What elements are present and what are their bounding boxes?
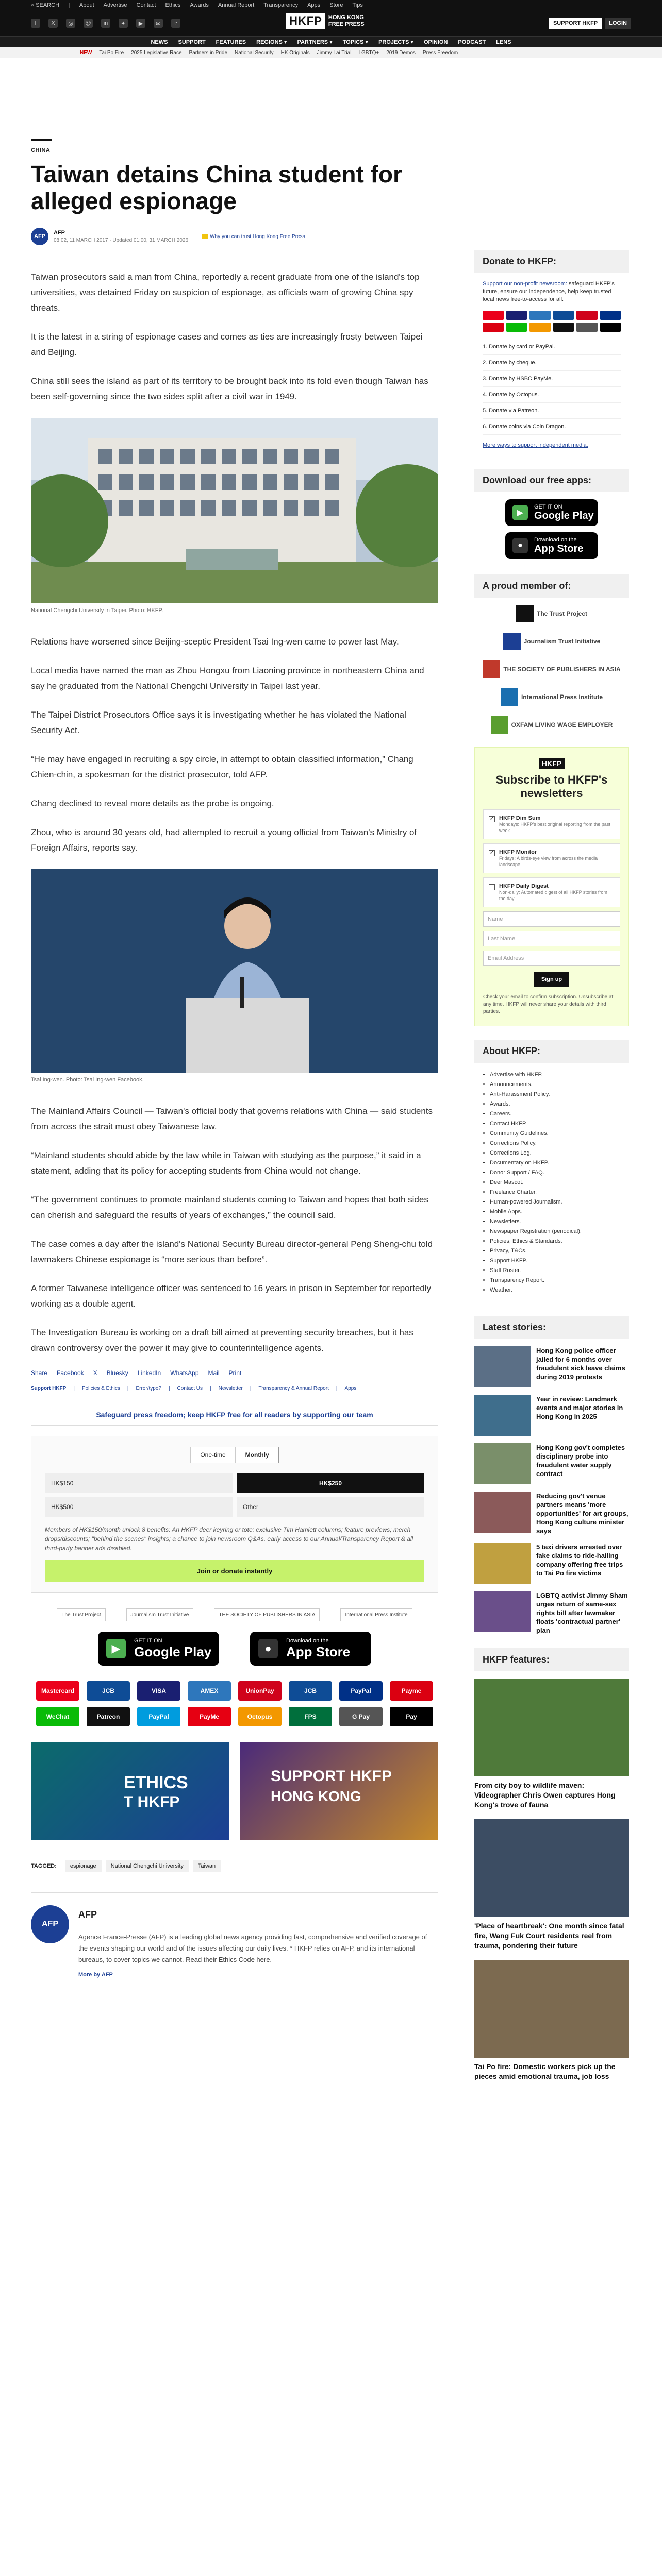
subnav-item[interactable]: Jimmy Lai Trial: [317, 49, 352, 56]
about-link[interactable]: • Careers.: [490, 1109, 629, 1119]
apple-icon: ●: [512, 538, 528, 553]
about-heading: About HKFP:: [474, 1040, 629, 1063]
top-link[interactable]: Ethics: [165, 2, 181, 8]
article: [31, 139, 438, 1978]
author-name[interactable]: AFP: [78, 1909, 97, 1920]
jcb-icon[interactable]: JCB: [289, 1681, 332, 1701]
donate-option[interactable]: 4. Donate by Octopus.: [483, 387, 621, 403]
feature-thumbnail[interactable]: [474, 1819, 629, 1917]
tag[interactable]: National Chengchi University: [106, 1860, 189, 1872]
logo-box: HKFP: [286, 13, 325, 29]
unionpay-icon[interactable]: UnionPay: [238, 1681, 282, 1701]
subnav-item[interactable]: HK Originals: [280, 49, 310, 56]
subnav-item[interactable]: LGBTQ+: [358, 49, 379, 56]
paragraph: Local media have named the man as Zhou Hongxu from Liaoning province in northeastern China and say he graduated from the National Chengchi University in Taipei last year.: [31, 666, 424, 691]
footer-link[interactable]: Transparency & Annual Report: [258, 1386, 329, 1392]
about-list: [474, 1070, 629, 1295]
paragraph: Chang declined to reveal more details as the probe is ongoing.: [31, 799, 274, 808]
paragraph: The Investigation Bureau is working on a draft bill aimed at preventing security breaches, but it has drawn controversy over the power it may give to counterintelligence agents.: [31, 1328, 413, 1353]
octopus-icon[interactable]: Octopus: [238, 1707, 282, 1726]
patreon-icon[interactable]: Patreon: [87, 1707, 130, 1726]
sub-nav: [0, 47, 662, 58]
bluesky-icon[interactable]: ✦: [119, 19, 128, 28]
share-whatsapp[interactable]: WhatsApp: [170, 1369, 199, 1377]
share-label[interactable]: Share: [31, 1369, 48, 1377]
rss-icon[interactable]: ◔: [171, 19, 180, 28]
about-link[interactable]: • Staff Roster.: [490, 1266, 629, 1276]
donate-option[interactable]: 1. Donate by card or PayPal.: [483, 339, 621, 355]
story-thumbnail[interactable]: [474, 1443, 531, 1484]
feature-headline[interactable]: 'Place of heartbreak': One month since fatal fire, Wang Fuk Court residents reel from trauma, pondering their future: [474, 1922, 624, 1950]
tsai-photo: [31, 869, 438, 1073]
top-link[interactable]: Awards: [190, 2, 209, 8]
top-link[interactable]: Store: [329, 2, 343, 8]
about-link[interactable]: • Announcements.: [490, 1080, 629, 1090]
subnav-item[interactable]: Tai Po Fire: [99, 49, 124, 56]
about-link[interactable]: • Awards.: [490, 1099, 629, 1109]
nav-item[interactable]: FEATURES: [216, 39, 246, 45]
checkbox-checked-icon[interactable]: ✓: [489, 816, 494, 822]
x-icon[interactable]: X: [48, 19, 58, 28]
paragraph: Taiwan prosecutors said a man from China, reportedly a recent graduate from one of the island's top universities, was detained Friday on suspicion of espionage, as officials warn of growing China spy threats.: [31, 272, 420, 313]
more-ways-link[interactable]: More ways to support independent media.: [483, 442, 588, 448]
visa-icon[interactable]: VISA: [137, 1681, 180, 1701]
google-play-icon: ▶: [106, 1639, 126, 1658]
support-button[interactable]: SUPPORT HKFP: [549, 18, 602, 29]
site-logo[interactable]: [286, 13, 375, 29]
feature-story[interactable]: [474, 1960, 629, 2081]
mastercard-icon: [483, 311, 504, 320]
story-headline[interactable]: Reducing gov't venue partners means 'more opportunities' for art groups, Hong Kong culture minister says: [536, 1492, 628, 1535]
threads-icon[interactable]: @: [84, 19, 93, 28]
trust-link[interactable]: Why you can trust Hong Kong Free Press: [202, 234, 305, 240]
author-bio: Agence France-Presse (AFP) is a leading global news agency providing fast, comprehensive and verified coverage of the events shaping our world and of the issues affecting our daily lives. * HKFP relies on AFP, and its international bureaus, to cover topics we cannot. Read their Ethics Code here.: [78, 1933, 427, 1963]
paragraph: A former Taiwanese intelligence officer was sentenced to 16 years in prison in September for reportedly working as a double agent.: [31, 1283, 432, 1309]
paragraph: “Mainland students should abide by the law while in Taiwan with studying as the purpose,” it said in a statement, adding that its policy for accepting students from China would not change.: [31, 1150, 421, 1176]
payme-icon[interactable]: PayMe: [188, 1707, 231, 1726]
subnav-item[interactable]: National Security: [235, 49, 274, 56]
footer-link[interactable]: Support HKFP: [31, 1386, 67, 1392]
google-play-icon: ▶: [512, 505, 528, 520]
paragraph: China still sees the island as part of its territory to be brought back into its fold even though Taiwan has been self-governing since the two sides split after a civil war in 1949.: [31, 376, 428, 401]
octopus-icon: [529, 323, 551, 332]
photo-caption: National Chengchi University in Taipei. Photo: HKFP.: [31, 607, 163, 614]
app-store-button[interactable]: ● Download on the App Store: [505, 532, 598, 559]
donate-intro-link[interactable]: Support our non-profit newsroom:: [483, 281, 567, 287]
paragraph: “The government continues to promote mainland students coming to Taiwan and hopes that both sides can cherish and safeguard the results of years of exchanges,” the council said.: [31, 1195, 428, 1220]
author-box: [31, 1892, 438, 1978]
member-benefits: Members of HK$150/month unlock 8 benefits: An HKFP deer keyring or tote; exclusive Tim Hamlett columns; feature previews; merch drops/discounts; "behind the scenes" insights; a chance to join newsroom Q&As, early access to our Annual/Transparency Report & all third-party banner ads disabled.: [45, 1526, 413, 1552]
features-heading: HKFP features:: [474, 1648, 629, 1671]
title-rule: [31, 139, 52, 141]
member-logos: [474, 605, 629, 734]
newsletter-option[interactable]: HKFP Daily Digest Non-daily: Automated digest of all HKFP stories from the day.: [483, 877, 620, 907]
freq-monthly[interactable]: Monthly: [236, 1447, 279, 1463]
sidebar-app-buttons: [474, 499, 629, 559]
card-logos: [483, 311, 621, 332]
freq-one-time[interactable]: One-time: [190, 1447, 235, 1463]
paragraph: Zhou, who is around 30 years old, had attempted to recruit a young official from Taiwan's Ministry of Foreign Affairs, reports say.: [31, 827, 417, 853]
signup-button[interactable]: Sign up: [534, 972, 569, 987]
paragraph: “He may have engaged in recruiting a spy circle, in attempt to obtain classified information,” Chang Chien-chin, a spokesman for the district prosecutor, told AFP.: [31, 754, 413, 779]
oxfam-icon: [491, 716, 508, 734]
member-logo[interactable]: International Press Institute: [340, 1608, 412, 1621]
support-banner[interactable]: SUPPORT HKFP HONG KONG: [240, 1742, 438, 1840]
paragraph: It is the latest in a string of espionage cases and comes as ties are increasingly frosty between Taipei and Beijing.: [31, 332, 423, 357]
story-thumbnail[interactable]: [474, 1346, 531, 1387]
paragraph: The Taipei District Prosecutors Office says it is investigating whether he has violated the National Security Act.: [31, 710, 406, 735]
newsletter-option[interactable]: ✓ HKFP Monitor Fridays: A birds-eye view from across the media landscape.: [483, 843, 620, 873]
paypal-icon: [600, 311, 621, 320]
footer-link[interactable]: Apps: [344, 1386, 357, 1392]
share-mail[interactable]: Mail: [208, 1369, 220, 1377]
about-link[interactable]: • Support HKFP.: [490, 1256, 629, 1266]
last-name-input[interactable]: Last Name: [483, 931, 620, 946]
about-link[interactable]: • Newspaper Registration (periodical).: [490, 1227, 629, 1236]
jcb-icon[interactable]: JCB: [87, 1681, 130, 1701]
newsletter-title: Subscribe to HKFP's newsletters: [495, 773, 608, 800]
safeguard-link[interactable]: supporting our team: [303, 1411, 373, 1419]
sidebar: [474, 250, 629, 2091]
member-logo[interactable]: The Trust Project: [516, 605, 587, 622]
visa-icon: [506, 311, 527, 320]
member-logo[interactable]: Journalism Trust Initiative: [126, 1608, 194, 1621]
safeguard-banner: Safeguard press freedom; keep HKFP free for all readers by supporting our team: [31, 1404, 438, 1426]
latest-story[interactable]: [474, 1492, 629, 1535]
top-link[interactable]: Transparency: [263, 2, 299, 8]
nav-item[interactable]: TOPICS ▾: [342, 39, 369, 45]
trust-project-icon: [516, 605, 534, 622]
story-headline[interactable]: Hong Kong police officer jailed for 6 months over fraudulent sick leave claims during 2019 protests: [536, 1347, 625, 1381]
nav-item[interactable]: LENS: [496, 39, 511, 45]
about-link[interactable]: • Community Guidelines.: [490, 1129, 629, 1139]
header: [0, 10, 662, 36]
category-label[interactable]: CHINA: [31, 147, 51, 154]
donate-intro: Support our non-profit newsroom: safeguard HKFP's future, ensure our independence, help keep trusted local news free-to-access for all.: [483, 281, 615, 302]
app-store-button[interactable]: ● Download on the App Store: [250, 1632, 371, 1666]
payment-methods: [31, 1681, 438, 1726]
apple-pay-icon: [600, 323, 621, 332]
photo-caption: Tsai Ing-wen. Photo: Tsai Ing-wen Facebook.: [31, 1077, 144, 1083]
footer-link[interactable]: Newsletter: [218, 1386, 243, 1392]
member-logo[interactable]: THE SOCIETY OF PUBLISHERS IN ASIA: [483, 660, 620, 678]
app-store-row: [31, 1632, 438, 1666]
nav-item[interactable]: SUPPORT: [178, 39, 206, 45]
donate-heading: Donate to HKFP:: [474, 250, 629, 273]
tag[interactable]: espionage: [65, 1860, 102, 1872]
byline: [31, 228, 438, 245]
members-heading: A proud member of:: [474, 574, 629, 598]
paragraph: The case comes a day after the island's National Security Bureau director-general Peng Sheng-chu told lawmakers Chinese espionage is “more serious than before”.: [31, 1239, 433, 1264]
about-link[interactable]: • Newsletters.: [490, 1217, 629, 1227]
donate-option[interactable]: 5. Donate via Patreon.: [483, 403, 621, 419]
amex-icon[interactable]: AMEX: [188, 1681, 231, 1701]
newsletter-widget: [474, 747, 629, 1026]
author-avatar[interactable]: AFP: [31, 1905, 69, 1943]
about-link[interactable]: • Freelance Charter.: [490, 1188, 629, 1197]
login-button[interactable]: LOGIN: [605, 18, 631, 29]
donation-widget: [31, 1436, 438, 1593]
main-nav: [0, 36, 662, 47]
tag[interactable]: Taiwan: [193, 1860, 221, 1872]
author-avatar[interactable]: AFP: [31, 228, 48, 245]
mail-icon[interactable]: ✉: [154, 19, 163, 28]
subnav-item[interactable]: 2019 Demos: [386, 49, 416, 56]
apple-icon: ●: [258, 1639, 278, 1658]
promo-banners: [31, 1742, 438, 1840]
about-link[interactable]: • Anti-Harassment Policy.: [490, 1090, 629, 1099]
donate-option[interactable]: 3. Donate by HSBC PayMe.: [483, 371, 621, 387]
checkbox-icon[interactable]: [489, 884, 495, 890]
feature-thumbnail[interactable]: [474, 1960, 629, 2058]
footer-link[interactable]: Policies & Ethics: [81, 1386, 120, 1392]
member-logos-row: [31, 1608, 438, 1621]
story-thumbnail[interactable]: [474, 1395, 531, 1436]
nav-item[interactable]: PODCAST: [458, 39, 486, 45]
subnav-item[interactable]: Press Freedom: [422, 49, 458, 56]
sopa-icon: [483, 660, 500, 678]
amex-icon: [529, 311, 551, 320]
google-play-button[interactable]: ▶ GET IT ON Google Play: [505, 499, 598, 526]
top-utility-bar: ⌕ SEARCH | About Advertise Contact Ethics Awards Annual Report Transparency Apps Store Tips: [0, 0, 662, 10]
about-link[interactable]: • Donor Support / FAQ.: [490, 1168, 629, 1178]
google-pay-icon: [576, 323, 598, 332]
about-link[interactable]: • Advertise with HKFP.: [490, 1070, 629, 1080]
feature-headline[interactable]: Tai Po fire: Domestic workers pick up the pieces amid emotional trauma, job loss: [474, 2062, 616, 2080]
story-headline[interactable]: Year in review: Landmark events and major stories in Hong Kong in 2025: [536, 1395, 623, 1420]
jcb-icon: [553, 311, 574, 320]
checkbox-checked-icon[interactable]: ✓: [489, 850, 494, 856]
top-link[interactable]: About: [79, 2, 94, 8]
top-link[interactable]: Advertise: [103, 2, 127, 8]
amount-option-selected[interactable]: HK$250: [237, 1473, 424, 1493]
amount-option-other[interactable]: Other: [237, 1497, 424, 1517]
nav-item[interactable]: PROJECTS ▾: [378, 39, 413, 45]
footer-link[interactable]: Error/typo?: [136, 1386, 161, 1392]
about-link[interactable]: • Contact HKFP.: [490, 1119, 629, 1129]
story-headline[interactable]: Hong Kong gov't completes disciplinary probe into fraudulent water supply contract: [536, 1444, 625, 1478]
latest-heading: Latest stories:: [474, 1316, 629, 1339]
paragraph: Relations have worsened since Beijing-sceptic President Tsai Ing-wen came to power last May.: [31, 637, 399, 647]
wechat-icon: [506, 323, 527, 332]
story-thumbnail[interactable]: [474, 1492, 531, 1533]
about-link[interactable]: • Weather.: [490, 1285, 629, 1295]
fps-icon[interactable]: FPS: [289, 1707, 332, 1726]
footer-link[interactable]: Contact Us: [177, 1386, 203, 1392]
nav-item[interactable]: PARTNERS ▾: [297, 39, 333, 45]
share-facebook[interactable]: Facebook: [57, 1369, 84, 1377]
facebook-icon[interactable]: f: [31, 19, 40, 28]
latest-story[interactable]: [474, 1591, 629, 1635]
top-link[interactable]: Apps: [307, 2, 321, 8]
linkedin-icon[interactable]: in: [101, 19, 110, 28]
nav-item[interactable]: OPINION: [423, 39, 448, 45]
about-link[interactable]: • Corrections Log.: [490, 1148, 629, 1158]
tags: [31, 1860, 438, 1872]
story-headline[interactable]: 5 taxi drivers arrested over fake claims to ride-hailing company offering free trips to Tai Po fire victims: [536, 1543, 623, 1577]
about-link[interactable]: • Corrections Policy.: [490, 1139, 629, 1148]
google-pay-icon[interactable]: G Pay: [339, 1707, 383, 1726]
article-dates: 08:02, 11 MARCH 2017 · Updated 01:00, 31 MARCH 2026: [54, 237, 189, 243]
share-print[interactable]: Print: [228, 1369, 242, 1377]
feature-story[interactable]: [474, 1679, 629, 1810]
email-input[interactable]: Email Address: [483, 951, 620, 966]
about-link[interactable]: • Privacy, T&Cs.: [490, 1246, 629, 1256]
share-bluesky[interactable]: Bluesky: [106, 1369, 128, 1377]
story-thumbnail[interactable]: [474, 1591, 531, 1632]
paypal-icon[interactable]: PayPal: [137, 1707, 180, 1726]
member-logo[interactable]: The Trust Project: [57, 1608, 105, 1621]
article-title: Taiwan detains China student for alleged espionage: [31, 161, 402, 214]
about-link[interactable]: • Human-powered Journalism.: [490, 1197, 629, 1207]
member-logo[interactable]: Journalism Trust Initiative: [503, 633, 601, 650]
article-footer-links: Support HKFP | Policies & Ethics | Error/typo? | Contact Us | Newsletter | Transparency & Annual Report | Apps: [31, 1386, 438, 1397]
google-play-button[interactable]: ▶ GET IT ON Google Play: [98, 1632, 219, 1666]
ethics-banner[interactable]: ETHICS T HKFP: [31, 1742, 229, 1840]
about-link[interactable]: • Policies, Ethics & Standards.: [490, 1236, 629, 1246]
share-x[interactable]: X: [93, 1369, 97, 1377]
apple-pay-icon[interactable]: Pay: [390, 1707, 433, 1726]
top-link[interactable]: Contact: [136, 2, 156, 8]
subnav-item[interactable]: 2025 Legislative Race: [131, 49, 182, 56]
tags-label: TAGGED:: [31, 1863, 57, 1869]
about-link[interactable]: • Transparency Report.: [490, 1276, 629, 1285]
top-link[interactable]: Annual Report: [218, 2, 255, 8]
member-logo[interactable]: International Press Institute: [501, 688, 603, 706]
join-button[interactable]: Join or donate instantly: [45, 1560, 424, 1582]
patreon-icon: [553, 323, 574, 332]
top-link[interactable]: Tips: [352, 2, 363, 8]
instagram-icon[interactable]: ◎: [66, 19, 75, 28]
about-link[interactable]: • Deer Mascot.: [490, 1178, 629, 1188]
nav-item[interactable]: REGIONS ▾: [256, 39, 287, 45]
author-name[interactable]: AFP: [54, 229, 65, 236]
member-logo[interactable]: THE SOCIETY OF PUBLISHERS IN ASIA: [214, 1608, 320, 1621]
youtube-icon[interactable]: ▶: [136, 19, 145, 28]
more-by-author-link[interactable]: More by AFP: [78, 1972, 113, 1978]
jti-icon: [503, 633, 521, 650]
logo-text: HONG KONG FREE PRESS: [328, 14, 365, 27]
feature-headline[interactable]: From city boy to wildlife maven: Videographer Chris Owen captures Hong Kong's trove of fauna: [474, 1781, 616, 1809]
donate-option[interactable]: 2. Donate by cheque.: [483, 355, 621, 371]
unionpay-icon: [576, 311, 598, 320]
amount-option[interactable]: HK$150: [45, 1473, 233, 1493]
paragraph: The Mainland Affairs Council — Taiwan's official body that governs relations with China — said students from across the strait must obey Taiwanese law.: [31, 1106, 433, 1131]
trust-icon: [202, 234, 208, 239]
name-input[interactable]: Name: [483, 911, 620, 927]
latest-story[interactable]: [474, 1443, 629, 1484]
latest-stories: [474, 1346, 629, 1635]
about-link[interactable]: • Documentary on HKFP.: [490, 1158, 629, 1168]
newsletter-logo: HKFP: [539, 758, 565, 769]
ipi-icon: [501, 688, 518, 706]
payme-icon[interactable]: Payme: [390, 1681, 433, 1701]
newsletter-option[interactable]: ✓ HKFP Dim Sum Mondays: HKFP's best original reporting from the past week.: [483, 809, 620, 839]
new-badge: NEW: [80, 49, 92, 56]
member-logo[interactable]: OXFAM LIVING WAGE EMPLOYER: [491, 716, 613, 734]
wechat-icon[interactable]: WeChat: [36, 1707, 79, 1726]
latest-story[interactable]: [474, 1395, 629, 1436]
feature-stories: [474, 1679, 629, 2081]
university-photo: [31, 418, 438, 603]
subnav-item[interactable]: Partners in Pride: [189, 49, 228, 56]
search-link[interactable]: ⌕ SEARCH: [31, 2, 60, 8]
latest-story[interactable]: [474, 1346, 629, 1387]
latest-story[interactable]: [474, 1543, 629, 1584]
apps-heading: Download our free apps:: [474, 469, 629, 492]
story-headline[interactable]: LGBTQ activist Jimmy Sham urges return of same-sex rights bill after lawmaker floats 'contractual partner' plan: [536, 1591, 628, 1634]
story-thumbnail[interactable]: [474, 1543, 531, 1584]
share-linkedin[interactable]: LinkedIn: [137, 1369, 161, 1377]
about-link[interactable]: • Mobile Apps.: [490, 1207, 629, 1217]
nav-item[interactable]: NEWS: [151, 39, 168, 45]
mastercard-icon[interactable]: Mastercard: [36, 1681, 79, 1701]
amount-option[interactable]: HK$500: [45, 1497, 233, 1517]
payme-icon: [483, 323, 504, 332]
feature-thumbnail[interactable]: [474, 1679, 629, 1776]
donate-option[interactable]: 6. Donate coins via Coin Dragon.: [483, 419, 621, 435]
share-bar: [31, 1369, 438, 1377]
feature-story[interactable]: [474, 1819, 629, 1951]
paypal-icon[interactable]: PayPal: [339, 1681, 383, 1701]
newsletter-fineprint: Check your email to confirm subscription. Unsubscribe at any time. HKFP will never share your details with third parties.: [483, 994, 614, 1014]
